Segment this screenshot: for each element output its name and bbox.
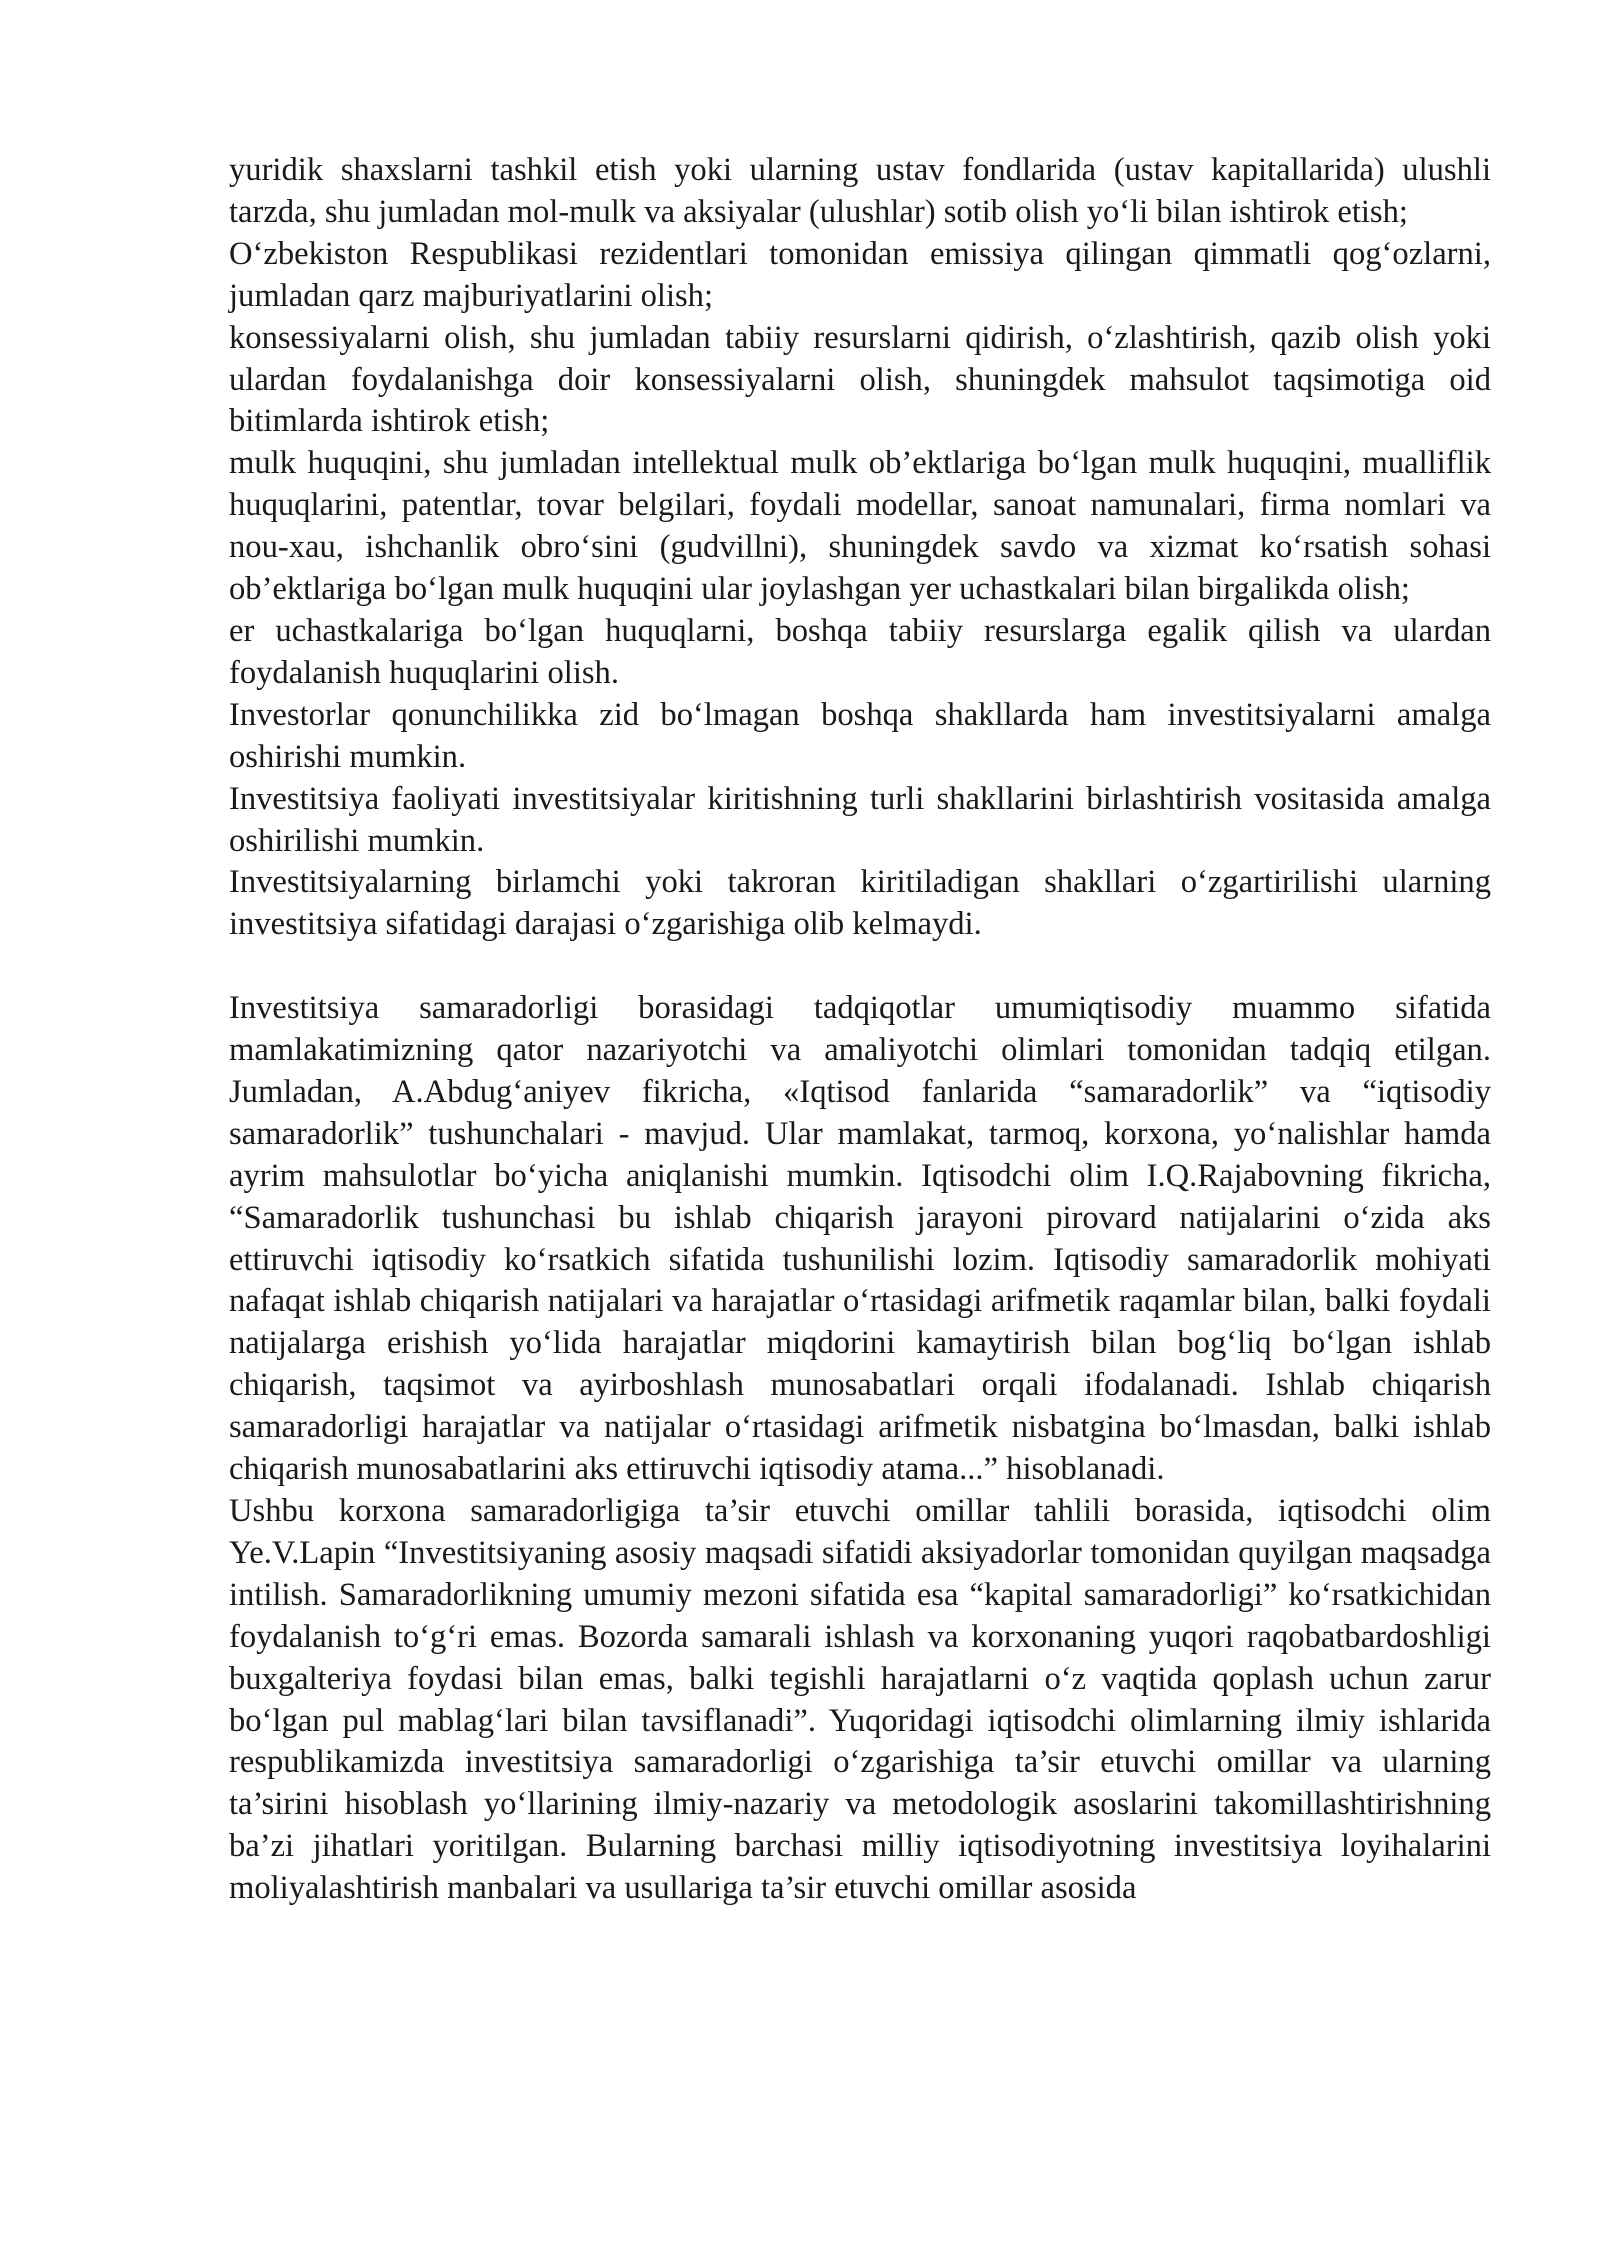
paragraph-spacer — [229, 946, 1491, 988]
paragraph-lapin-analysis: Ushbu korxona samaradorligiga ta’sir etuvchi omillar tahlili borasida, iqtisodchi olim Ye.V.Lapin “Investitsiyaning asosiy maqsadi sifatidi aksiyadorlar tomonidan quyilgan maqsadga intilish. Samaradorlikning umumiy mezoni sifatida esa “kapital samaradorligi” ko‘rsatkichidan foydalanish to‘g‘ri emas. Bozorda samarali ishlash va korxonaning yuqori raqobatbardoshligi buxgalteriya foydasi bilan emas, balki tegishli harajatlarni o‘z vaqtida qoplash uchun zarur bo‘lgan pul mablag‘lari bilan tavsiflanadi”. Yuqoridagi iqtisodchi olimlarning ilmiy ishlarida respublikamizda investitsiya samaradorligi o‘zgarishiga ta’sir etuvchi omillar va ularning ta’sirini hisoblash yo‘llarining ilmiy-nazariy va metodologik asoslarini takomillashtirishning ba’zi jihatlari yoritilgan. Bularning barchasi milliy iqtisodiyotning investitsiya loyihalarini moliyalashtirish manbalari va usullariga ta’sir etuvchi omillar asosida — [229, 1492, 1491, 1907]
paragraph-combined-forms: Investitsiya faoliyati investitsiyalar kiritishning turli shakllarini birlashtirish vositasida amalga oshirilishi mumkin. — [229, 780, 1491, 859]
paragraph-land-rights: er uchastkalariga bo‘lgan huquqlarni, boshqa tabiiy resurslarga egalik qilish va ulardan foydalanish huquqlarini olish. — [229, 612, 1491, 691]
paragraph-legal-entities: yuridik shaxslarni tashkil etish yoki ularning ustav fondlarida (ustav kapitallarida) ulushli tarzda, shu jumladan mol-mulk va aksiyalar (ulushlar) sotib olish yo‘li bilan ishtirok etish; — [229, 152, 1491, 230]
paragraph-concessions: konsessiyalarni olish, shu jumladan tabiiy resurslarni qidirish, o‘zlashtirish, qazib olish yoki ulardan foydalanishga doir konsessiyalarni olish, shuningdek mahsulot taqsimotiga oid bitimlarda ishtirok etish; — [229, 319, 1491, 440]
document-body — [229, 150, 1491, 1910]
paragraph-securities: O‘zbekiston Respublikasi rezidentlari tomonidan emissiya qilingan qimmatli qog‘ozlarni, jumladan qarz majburiyatlarini olish; — [229, 235, 1491, 314]
paragraph-property-rights: mulk huquqini, shu jumladan intellektual mulk ob’ektlariga bo‘lgan mulk huquqini, mualliflik huquqlarini, patentlar, tovar belgilari, foydali modellar, sanoat namunalari, firma nomlari va nou-xau, ishchanlik obro‘sini (gudvillni), shuningdek savdo va xizmat ko‘rsatish sohasi ob’ektlariga bo‘lgan mulk huquqini ular joylashgan yer uchastkalari bilan birgalikda olish; — [229, 445, 1491, 608]
paragraph-reinvestment: Investitsiyalarning birlamchi yoki takroran kiritiladigan shakllari o‘zgartirilishi ularning investitsiya sifatidagi darajasi o‘zgarishiga olib kelmaydi. — [229, 864, 1491, 943]
paragraph-efficiency-research: Investitsiya samaradorligi borasidagi tadqiqotlar umumiqtisodiy muammo sifatida mamlakatimizning qator nazariyotchi va amaliyotchi olimlari tomonidan tadqiq etilgan. Jumladan, A.Abdug‘aniyev fikricha, «Iqtisod fanlarida “samaradorlik” va “iqtisodiy samaradorlik” tushunchalari - mavjud. Ular mamlakat, tarmoq, korxona, yo‘nalishlar hamda ayrim mahsulotlar bo‘yicha aniqlanishi mumkin. Iqtisodchi olim I.Q.Rajabovning fikricha, “Samaradorlik tushunchasi bu ishlab chiqarish jarayoni pirovard natijalarini o‘zida aks ettiruvchi iqtisodiy ko‘rsatkich sifatida tushunilishi lozim. Iqtisodiy samaradorlik mohiyati nafaqat ishlab chiqarish natijalari va harajatlar o‘rtasidagi arifmetik raqamlar bilan, balki foydali natijalarga erishish yo‘lida harajatlar miqdorini kamaytirish bilan bog‘liq bo‘lgan ishlab chiqarish, taqsimot va ayirboshlash munosabatlari orqali ifodalanadi. Ishlab chiqarish samaradorligi harajatlar va natijalar o‘rtasidagi arifmetik nisbatgina bo‘lmasdan, balki ishlab chiqarish munosabatlarini aks ettiruvchi iqtisodiy atama...” hisoblanadi. — [229, 990, 1491, 1488]
paragraph-other-forms: Investorlar qonunchilikka zid bo‘lmagan boshqa shakllarda ham investitsiyalarni amalga oshirishi mumkin. — [229, 696, 1491, 775]
